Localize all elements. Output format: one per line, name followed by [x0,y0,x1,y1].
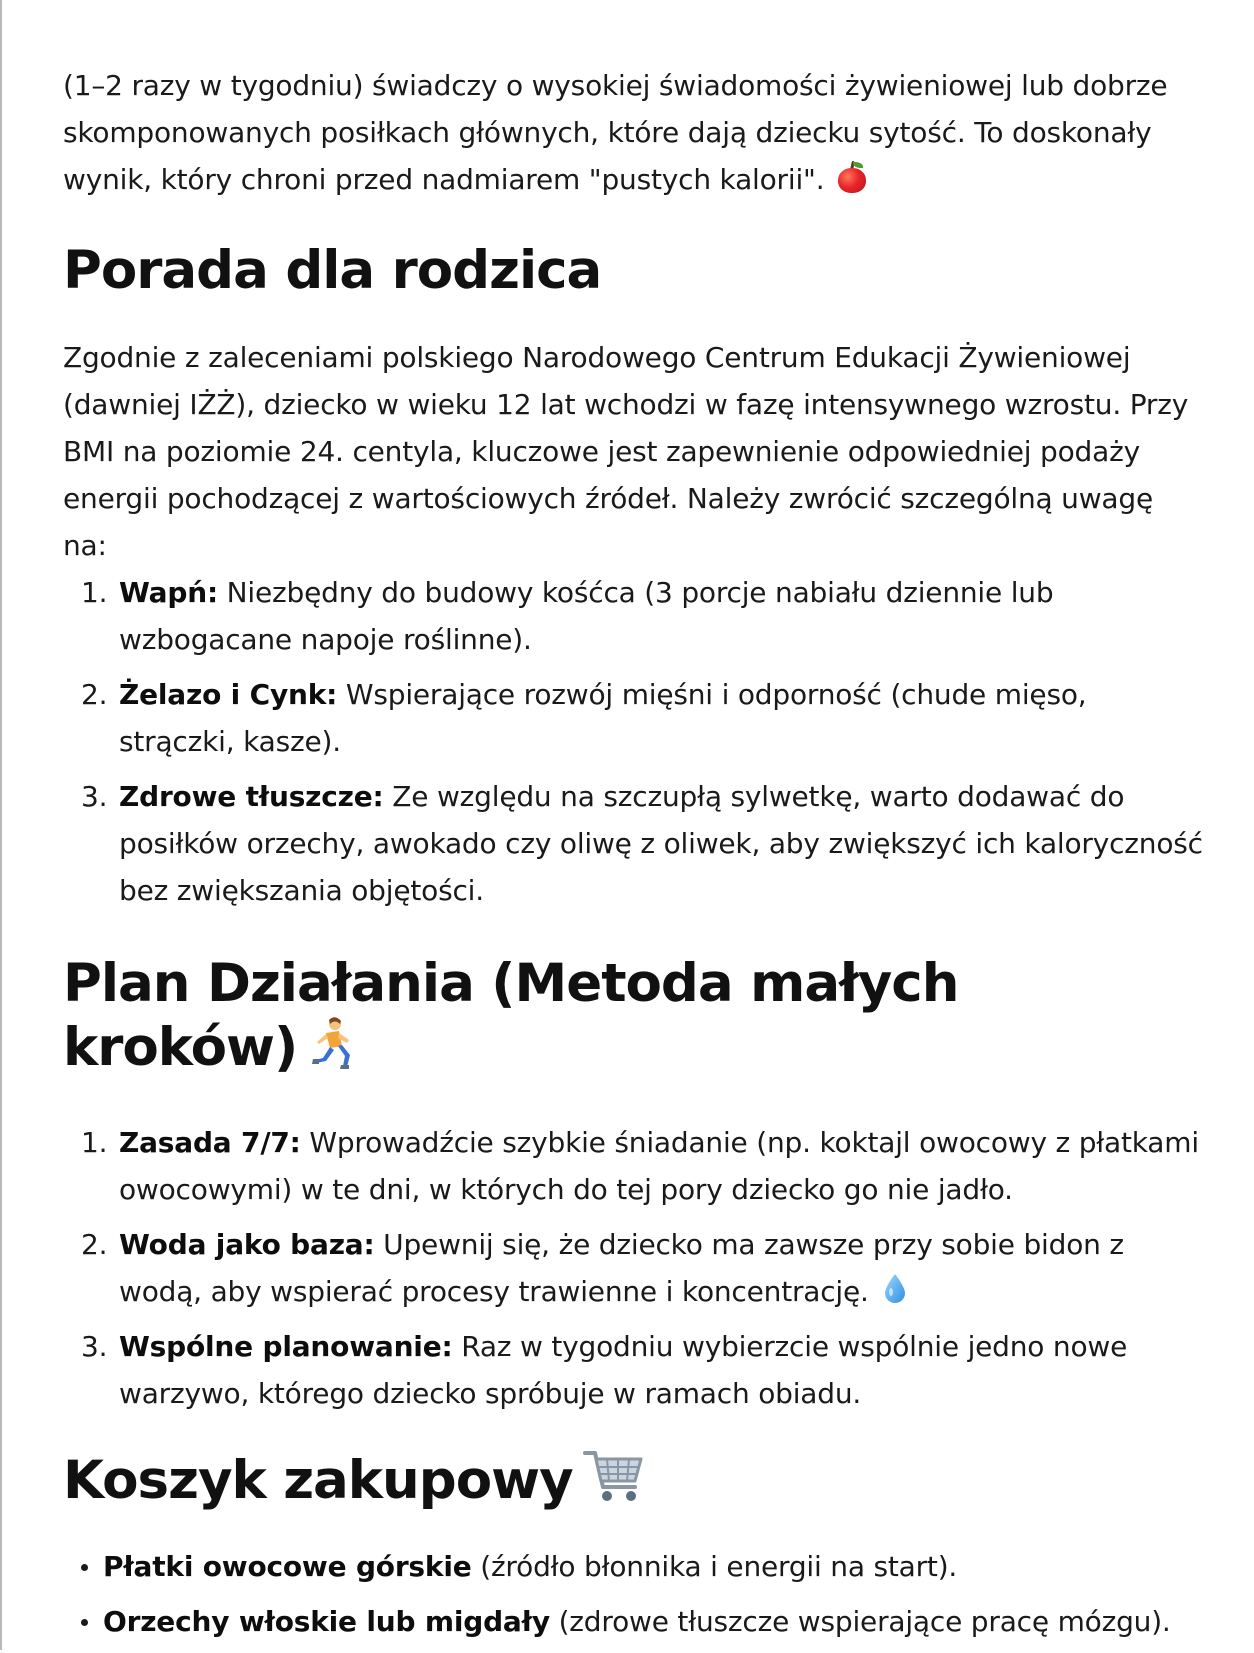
porada-paragraph: Zgodnie z zaleceniami polskiego Narodowego Centrum Edukacji Żywieniowej (dawniej IŻŻ), dziecko w wieku 12 lat wchodzi w fazę intensywnego wzrostu. Przy BMI na poziomie 24. centyla, kluczowe jest zapewnienie odpowiedniej podaży energii pochodzącej z wartościowych źródeł. Należy zwrócić szczególną uwagę na: [63,341,1189,562]
intro-paragraph [63,62,1203,203]
koszyk-heading-text: Koszyk zakupowy [63,1450,573,1511]
list-item-label: Zdrowe tłuszcze: [119,780,384,813]
intro-text: (1–2 razy w tygodniu) świadczy o wysokiej świadomości żywieniowej lub dobrze skomponowanych posiłkach głównych, które dają dziecku sytość. To doskonały wynik, który chroni przed nadmiarem "pustych kalorii". [63,69,1168,196]
list-number: 2. [81,1228,108,1261]
page-left-border [0,0,2,1650]
list-number: 1. [81,576,108,609]
list-item-label: Płatki owocowe górskie [103,1550,472,1583]
bullet-icon [81,1564,88,1571]
document-content [63,62,1203,1653]
koszyk-heading [63,1449,1203,1513]
apple-icon [837,161,867,193]
list-item [63,671,1203,765]
list-number: 2. [81,678,108,711]
list-item [63,1543,1203,1590]
list-item-label: Żelazo i Cynk: [119,678,338,711]
droplet-icon [883,1273,907,1303]
list-item-text: (źródło błonnika i energii na start). [471,1550,958,1583]
plan-heading [63,952,1203,1080]
list-item-text: Niezbędny do budowy kośćca (3 porcje nabiału dziennie lub wzbogacane napoje roślinne). [119,576,1054,656]
list-item-text: Wprowadźcie szybkie śniadanie (np. koktajl owocowy z płatkami owocowymi) w te dni, w których do tej pory dziecko go nie jadło. [119,1126,1199,1206]
list-item-label: Wapń: [119,576,218,609]
bullet-icon [81,1619,88,1626]
list-item [63,1598,1203,1645]
list-number: 1. [81,1126,108,1159]
list-item-label: Zasada 7/7: [119,1126,301,1159]
list-item-text: Raz w tygodniu wybierzcie wspólnie jedno nowe warzywo, którego dziecko spróbuje w ramach obiadu. [119,1330,1128,1410]
list-item [63,1323,1203,1417]
list-item-text: Wspierające rozwój mięśni i odporność (chude mięso, strączki, kasze). [119,678,1087,758]
list-item-label: Orzechy włoskie lub migdały [103,1605,550,1638]
plan-heading-text: Plan Działania (Metoda małych kroków) [63,953,959,1078]
list-item-text: (zdrowe tłuszcze wspierające pracę mózgu). [549,1605,1171,1638]
list-number: 3. [81,1330,108,1363]
list-item [63,773,1203,914]
list-item [63,1119,1203,1213]
list-item [63,1221,1203,1315]
list-item-label: Wspólne planowanie: [119,1330,453,1363]
porada-heading: Porada dla rodzica [63,240,602,301]
shopping-cart-icon [583,1447,645,1505]
list-item-label: Woda jako baza: [119,1228,375,1261]
list-item-text: Ze względu na szczupłą sylwetkę, warto dodawać do posiłków orzechy, awokado czy oliwę z oliwek, aby zwiększyć ich kaloryczność bez zwiększania objętości. [119,780,1203,907]
runner-icon [309,1016,355,1070]
list-item-text: Upewnij się, że dziecko ma zawsze przy sobie bidon z wodą, aby wspierać procesy trawienne i koncentrację. [119,1228,1124,1308]
plan-list [63,1119,1203,1417]
list-number: 3. [81,780,108,813]
porada-list [63,569,1203,914]
list-item [63,569,1203,663]
koszyk-list [63,1543,1203,1645]
